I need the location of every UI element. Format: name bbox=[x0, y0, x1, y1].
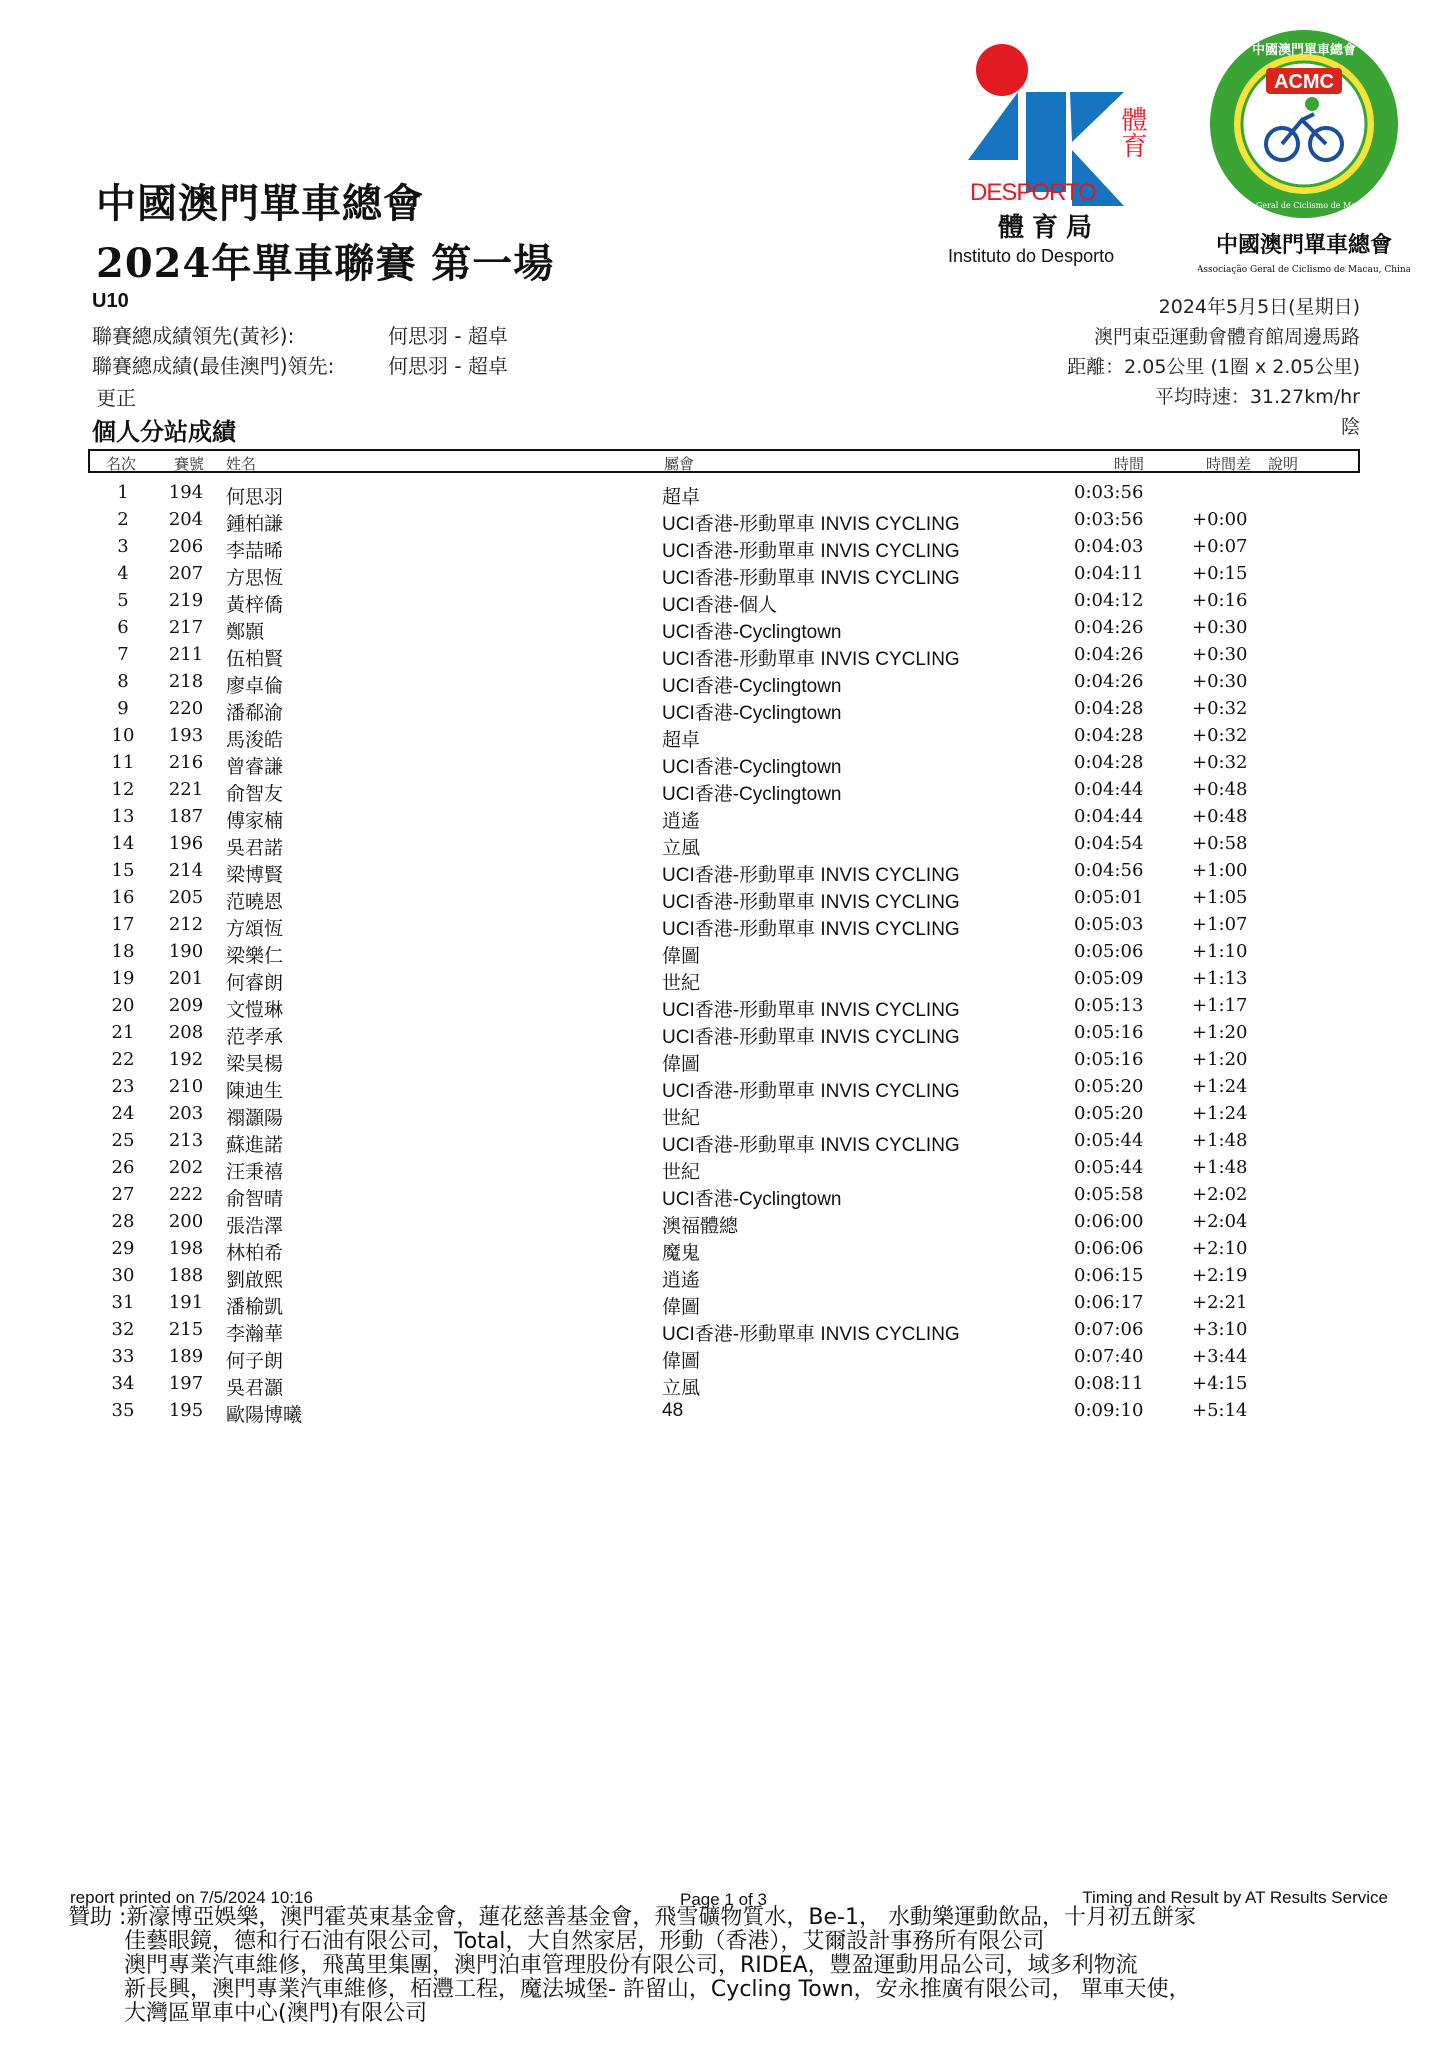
team-cell: UCI香港-形動單車 INVIS CYCLING bbox=[662, 1027, 960, 1048]
bib-cell: 204 bbox=[168, 509, 204, 530]
gap-cell: +0:32 bbox=[1192, 698, 1248, 719]
bib-cell: 191 bbox=[168, 1292, 204, 1313]
gap-cell: +1:17 bbox=[1192, 995, 1248, 1016]
name-cell: 方思恆 bbox=[226, 567, 284, 589]
rank-cell: 33 bbox=[111, 1346, 135, 1367]
bib-cell: 222 bbox=[168, 1184, 204, 1205]
time-cell: 0:07:06 bbox=[1074, 1319, 1144, 1340]
table-row bbox=[0, 750, 1448, 777]
event-weather: 陰 bbox=[1340, 416, 1360, 438]
rank-cell: 14 bbox=[111, 833, 135, 854]
name-cell: 馬浚皓 bbox=[226, 729, 284, 751]
name-cell: 文愷琳 bbox=[226, 999, 284, 1021]
team-cell: 魔鬼 bbox=[662, 1243, 701, 1264]
team-cell: UCI香港-形動單車 INVIS CYCLING bbox=[662, 1324, 960, 1345]
team-cell: UCI香港-形動單車 INVIS CYCLING bbox=[662, 541, 960, 562]
table-row bbox=[0, 1317, 1448, 1344]
rank-cell: 5 bbox=[117, 590, 129, 611]
event-title: 2024年單車聯賽 第一場 bbox=[96, 240, 555, 287]
rank-cell: 1 bbox=[117, 482, 129, 503]
name-cell: 汪秉禧 bbox=[226, 1161, 284, 1183]
sponsors-line: 贊助 :新濠博亞娛樂，澳門霍英東基金會，蓮花慈善基金會，飛雪礦物質水，Be-1， 水動樂運動飲品，十月初五餅家 bbox=[68, 1905, 1196, 1930]
bib-cell: 189 bbox=[168, 1346, 204, 1367]
name-cell: 廖卓倫 bbox=[226, 675, 284, 697]
time-cell: 0:04:28 bbox=[1074, 725, 1144, 746]
rank-cell: 15 bbox=[111, 860, 135, 881]
bib-cell: 194 bbox=[168, 482, 204, 503]
team-cell: UCI香港-Cyclingtown bbox=[662, 703, 842, 724]
time-cell: 0:05:01 bbox=[1074, 887, 1144, 908]
table-row bbox=[0, 696, 1448, 723]
name-cell: 范孝承 bbox=[226, 1026, 284, 1048]
rank-cell: 31 bbox=[111, 1292, 135, 1313]
leader-macau-label: 聯賽總成績(最佳澳門)領先: bbox=[92, 354, 335, 378]
col-rank: 名次 bbox=[106, 455, 137, 473]
table-row bbox=[0, 642, 1448, 669]
bib-cell: 220 bbox=[168, 698, 204, 719]
table-row bbox=[0, 561, 1448, 588]
table-row bbox=[0, 669, 1448, 696]
team-cell: 立風 bbox=[662, 838, 701, 859]
team-cell: UCI香港-形動單車 INVIS CYCLING bbox=[662, 1000, 960, 1021]
name-cell: 梁樂仁 bbox=[226, 945, 284, 967]
table-row bbox=[0, 1101, 1448, 1128]
bib-cell: 193 bbox=[168, 725, 204, 746]
gap-cell: +0:00 bbox=[1192, 509, 1248, 530]
time-cell: 0:04:28 bbox=[1074, 752, 1144, 773]
bib-cell: 201 bbox=[168, 968, 204, 989]
gap-cell: +0:30 bbox=[1192, 644, 1248, 665]
time-cell: 0:04:44 bbox=[1074, 779, 1144, 800]
name-cell: 李瀚華 bbox=[226, 1323, 284, 1345]
time-cell: 0:04:12 bbox=[1074, 590, 1144, 611]
bib-cell: 197 bbox=[168, 1373, 204, 1394]
bib-cell: 213 bbox=[168, 1130, 204, 1151]
time-cell: 0:07:40 bbox=[1074, 1346, 1144, 1367]
name-cell: 梁昊楊 bbox=[226, 1053, 284, 1075]
team-cell: 世紀 bbox=[662, 1162, 701, 1183]
printed-timestamp: report printed on 7/5/2024 10:16 bbox=[70, 1888, 313, 1907]
name-cell: 林柏希 bbox=[226, 1242, 284, 1264]
category-label: U10 bbox=[92, 290, 129, 312]
time-cell: 0:04:54 bbox=[1074, 833, 1144, 854]
rank-cell: 6 bbox=[117, 617, 129, 638]
bib-cell: 212 bbox=[168, 914, 204, 935]
bib-cell: 190 bbox=[168, 941, 204, 962]
bib-cell: 187 bbox=[168, 806, 204, 827]
col-team: 屬會 bbox=[664, 455, 695, 473]
name-cell: 吳君諾 bbox=[226, 837, 284, 859]
time-cell: 0:05:09 bbox=[1074, 968, 1144, 989]
organization-title: 中國澳門單車總會 bbox=[96, 180, 424, 227]
gap-cell: +1:48 bbox=[1192, 1130, 1248, 1151]
rank-cell: 22 bbox=[111, 1049, 135, 1070]
bib-cell: 207 bbox=[168, 563, 204, 584]
table-row bbox=[0, 1209, 1448, 1236]
svg-text:DESPORTO: DESPORTO bbox=[970, 179, 1096, 206]
table-row bbox=[0, 831, 1448, 858]
gap-cell: +0:15 bbox=[1192, 563, 1248, 584]
team-cell: 偉圖 bbox=[662, 1297, 701, 1318]
time-cell: 0:05:44 bbox=[1074, 1130, 1144, 1151]
team-cell: 48 bbox=[662, 1400, 684, 1421]
sponsors-block bbox=[68, 1906, 1388, 2026]
table-row bbox=[0, 1128, 1448, 1155]
table-row bbox=[0, 1074, 1448, 1101]
time-cell: 0:06:17 bbox=[1074, 1292, 1144, 1313]
bib-cell: 188 bbox=[168, 1265, 204, 1286]
section-title: 個人分站成績 bbox=[92, 418, 236, 446]
time-cell: 0:04:44 bbox=[1074, 806, 1144, 827]
table-row bbox=[0, 507, 1448, 534]
time-cell: 0:05:16 bbox=[1074, 1049, 1144, 1070]
col-note: 說明 bbox=[1268, 455, 1299, 473]
gap-cell: +0:16 bbox=[1192, 590, 1248, 611]
gap-cell: +0:30 bbox=[1192, 617, 1248, 638]
rank-cell: 16 bbox=[111, 887, 135, 908]
team-cell: 超卓 bbox=[662, 730, 701, 751]
rank-cell: 29 bbox=[111, 1238, 135, 1259]
name-cell: 何子朗 bbox=[226, 1350, 284, 1372]
bib-cell: 206 bbox=[168, 536, 204, 557]
sponsors-line: 新長興，澳門專業汽車維修，栢灃工程，魔法城堡- 許留山，Cycling Town，安永推廣有限公司， 單車天使， bbox=[124, 1977, 1191, 2002]
team-cell: UCI香港-Cyclingtown bbox=[662, 622, 842, 643]
time-cell: 0:04:56 bbox=[1074, 860, 1144, 881]
bib-cell: 203 bbox=[168, 1103, 204, 1124]
table-row bbox=[0, 777, 1448, 804]
name-cell: 蘇進諾 bbox=[226, 1134, 284, 1156]
table-row bbox=[0, 480, 1448, 507]
name-cell: 鄭顥 bbox=[226, 621, 265, 643]
bib-cell: 219 bbox=[168, 590, 204, 611]
gap-cell: +1:07 bbox=[1192, 914, 1248, 935]
name-cell: 歐陽博曦 bbox=[226, 1404, 303, 1426]
bib-cell: 211 bbox=[168, 644, 204, 665]
name-cell: 曾睿謙 bbox=[226, 756, 284, 778]
rank-cell: 23 bbox=[111, 1076, 135, 1097]
rank-cell: 13 bbox=[111, 806, 135, 827]
rank-cell: 7 bbox=[117, 644, 129, 665]
gap-cell: +1:24 bbox=[1192, 1076, 1248, 1097]
team-cell: UCI香港-形動單車 INVIS CYCLING bbox=[662, 1135, 960, 1156]
time-cell: 0:06:06 bbox=[1074, 1238, 1144, 1259]
gap-cell: +1:24 bbox=[1192, 1103, 1248, 1124]
bib-cell: 202 bbox=[168, 1157, 204, 1178]
event-venue: 澳門東亞運動會體育館周邊馬路 bbox=[1093, 326, 1360, 348]
name-cell: 陳迪生 bbox=[226, 1080, 284, 1102]
time-cell: 0:09:10 bbox=[1074, 1400, 1144, 1421]
table-row bbox=[0, 1344, 1448, 1371]
gap-cell: +2:10 bbox=[1192, 1238, 1248, 1259]
name-cell: 方頌恆 bbox=[226, 918, 284, 940]
acmc-logo bbox=[1198, 28, 1410, 278]
gap-cell: +1:20 bbox=[1192, 1022, 1248, 1043]
rank-cell: 21 bbox=[111, 1022, 135, 1043]
rank-cell: 9 bbox=[117, 698, 129, 719]
team-cell: UCI香港-形動單車 INVIS CYCLING bbox=[662, 865, 960, 886]
rank-cell: 18 bbox=[111, 941, 135, 962]
gap-cell: +2:19 bbox=[1192, 1265, 1248, 1286]
table-row bbox=[0, 804, 1448, 831]
table-row bbox=[0, 912, 1448, 939]
team-cell: 偉圖 bbox=[662, 1054, 701, 1075]
name-cell: 黃梓僑 bbox=[226, 594, 284, 616]
rank-cell: 35 bbox=[111, 1400, 135, 1421]
gap-cell: +3:44 bbox=[1192, 1346, 1248, 1367]
gap-cell: +2:04 bbox=[1192, 1211, 1248, 1232]
time-cell: 0:05:44 bbox=[1074, 1157, 1144, 1178]
time-cell: 0:04:03 bbox=[1074, 536, 1144, 557]
team-cell: UCI香港-Cyclingtown bbox=[662, 1189, 842, 1210]
name-cell: 何思羽 bbox=[226, 486, 284, 508]
name-cell: 劉啟熙 bbox=[226, 1269, 284, 1291]
table-row bbox=[0, 1398, 1448, 1425]
col-bib: 賽號 bbox=[174, 455, 205, 473]
gap-cell: +1:20 bbox=[1192, 1049, 1248, 1070]
team-cell: UCI香港-形動單車 INVIS CYCLING bbox=[662, 892, 960, 913]
rank-cell: 4 bbox=[117, 563, 129, 584]
time-cell: 0:06:15 bbox=[1074, 1265, 1144, 1286]
rank-cell: 25 bbox=[111, 1130, 135, 1151]
gap-cell: +1:13 bbox=[1192, 968, 1248, 989]
gap-cell: +0:48 bbox=[1192, 806, 1248, 827]
team-cell: 世紀 bbox=[662, 973, 701, 994]
bib-cell: 200 bbox=[168, 1211, 204, 1232]
rank-cell: 17 bbox=[111, 914, 135, 935]
table-row bbox=[0, 1290, 1448, 1317]
desporto-logo bbox=[948, 30, 1148, 266]
bib-cell: 196 bbox=[168, 833, 204, 854]
rank-cell: 26 bbox=[111, 1157, 135, 1178]
bib-cell: 215 bbox=[168, 1319, 204, 1340]
table-row bbox=[0, 966, 1448, 993]
table-row bbox=[0, 723, 1448, 750]
name-cell: 范曉恩 bbox=[226, 891, 284, 913]
rank-cell: 27 bbox=[111, 1184, 135, 1205]
time-cell: 0:04:26 bbox=[1074, 617, 1144, 638]
time-cell: 0:05:58 bbox=[1074, 1184, 1144, 1205]
bib-cell: 205 bbox=[168, 887, 204, 908]
timing-service: Timing and Result by AT Results Service bbox=[1082, 1888, 1388, 1907]
gap-cell: +1:10 bbox=[1192, 941, 1248, 962]
results-table-header bbox=[88, 449, 1360, 473]
table-row bbox=[0, 858, 1448, 885]
team-cell: 偉圖 bbox=[662, 946, 701, 967]
rank-cell: 30 bbox=[111, 1265, 135, 1286]
gap-cell: +0:07 bbox=[1192, 536, 1248, 557]
table-row bbox=[0, 1020, 1448, 1047]
team-cell: 澳福體總 bbox=[662, 1216, 739, 1237]
gap-cell: +2:02 bbox=[1192, 1184, 1248, 1205]
team-cell: UCI香港-形動單車 INVIS CYCLING bbox=[662, 649, 960, 670]
time-cell: 0:04:26 bbox=[1074, 671, 1144, 692]
rank-cell: 34 bbox=[111, 1373, 135, 1394]
rank-cell: 2 bbox=[117, 509, 129, 530]
team-cell: UCI香港-Cyclingtown bbox=[662, 757, 842, 778]
team-cell: 偉圖 bbox=[662, 1351, 701, 1372]
rank-cell: 3 bbox=[117, 536, 129, 557]
name-cell: 禤灝陽 bbox=[226, 1107, 284, 1129]
time-cell: 0:05:13 bbox=[1074, 995, 1144, 1016]
team-cell: 逍遙 bbox=[662, 811, 701, 832]
gap-cell: +2:21 bbox=[1192, 1292, 1248, 1313]
bib-cell: 195 bbox=[168, 1400, 204, 1421]
rank-cell: 32 bbox=[111, 1319, 135, 1340]
time-cell: 0:04:28 bbox=[1074, 698, 1144, 719]
gap-cell: +1:00 bbox=[1192, 860, 1248, 881]
name-cell: 俞智晴 bbox=[226, 1188, 284, 1210]
team-cell: UCI香港-形動單車 INVIS CYCLING bbox=[662, 919, 960, 940]
time-cell: 0:05:16 bbox=[1074, 1022, 1144, 1043]
time-cell: 0:03:56 bbox=[1074, 482, 1144, 503]
rank-cell: 11 bbox=[111, 752, 135, 773]
bib-cell: 198 bbox=[168, 1238, 204, 1259]
svg-text:中國澳門單車總會: 中國澳門單車總會 bbox=[1215, 232, 1393, 258]
gap-cell: +1:05 bbox=[1192, 887, 1248, 908]
leader-macau-value: 何思羽 - 超卓 bbox=[388, 354, 508, 378]
time-cell: 0:05:20 bbox=[1074, 1076, 1144, 1097]
bib-cell: 208 bbox=[168, 1022, 204, 1043]
name-cell: 傅家楠 bbox=[226, 810, 284, 832]
name-cell: 俞智友 bbox=[226, 783, 284, 805]
table-row bbox=[0, 1263, 1448, 1290]
table-row bbox=[0, 939, 1448, 966]
team-cell: UCI香港-Cyclingtown bbox=[662, 676, 842, 697]
rank-cell: 20 bbox=[111, 995, 135, 1016]
team-cell: 世紀 bbox=[662, 1108, 701, 1129]
correction-label: 更正 bbox=[96, 386, 136, 410]
table-row bbox=[0, 1236, 1448, 1263]
gap-cell: +0:48 bbox=[1192, 779, 1248, 800]
svg-text:Associação Geral de Ciclismo d: Associação Geral de Ciclismo de Macau, China bbox=[1198, 265, 1410, 275]
col-gap: 時間差 bbox=[1206, 455, 1252, 473]
team-cell: 立風 bbox=[662, 1378, 701, 1399]
bib-cell: 210 bbox=[168, 1076, 204, 1097]
team-cell: UCI香港-形動單車 INVIS CYCLING bbox=[662, 568, 960, 589]
table-row bbox=[0, 534, 1448, 561]
name-cell: 潘郗渝 bbox=[226, 702, 284, 724]
name-cell: 李喆晞 bbox=[226, 540, 284, 562]
time-cell: 0:04:26 bbox=[1074, 644, 1144, 665]
bib-cell: 216 bbox=[168, 752, 204, 773]
time-cell: 0:05:06 bbox=[1074, 941, 1144, 962]
name-cell: 鍾柏謙 bbox=[226, 513, 284, 535]
name-cell: 梁博賢 bbox=[226, 864, 284, 886]
col-time: 時間 bbox=[1114, 455, 1145, 473]
desporto-vertical-text: 體育 bbox=[1117, 106, 1147, 158]
leader-yellow-value: 何思羽 - 超卓 bbox=[388, 324, 508, 348]
name-cell: 潘榆凱 bbox=[226, 1296, 284, 1318]
svg-text:Instituto do Desporto: Instituto do Desporto bbox=[948, 246, 1115, 266]
name-cell: 張浩澤 bbox=[226, 1215, 284, 1237]
time-cell: 0:08:11 bbox=[1074, 1373, 1144, 1394]
gap-cell: +0:32 bbox=[1192, 752, 1248, 773]
table-row bbox=[0, 615, 1448, 642]
bib-cell: 209 bbox=[168, 995, 204, 1016]
bib-cell: 192 bbox=[168, 1049, 204, 1070]
page-number: Page 1 of 3 bbox=[680, 1890, 767, 1909]
sponsors-line: 大灣區單車中心(澳門)有限公司 bbox=[124, 2001, 428, 2026]
team-cell: UCI香港-形動單車 INVIS CYCLING bbox=[662, 1081, 960, 1102]
time-cell: 0:03:56 bbox=[1074, 509, 1144, 530]
table-row bbox=[0, 1182, 1448, 1209]
svg-text:Associação Geral de Ciclismo d: Associação Geral de Ciclismo de Macau, China bbox=[1208, 201, 1400, 210]
gap-cell: +3:10 bbox=[1192, 1319, 1248, 1340]
bib-cell: 218 bbox=[168, 671, 204, 692]
event-avg-speed: 平均時速：31.27km/hr bbox=[1154, 386, 1360, 408]
gap-cell: +4:15 bbox=[1192, 1373, 1248, 1394]
team-cell: UCI香港-個人 bbox=[662, 595, 778, 616]
rank-cell: 8 bbox=[117, 671, 129, 692]
col-name: 姓名 bbox=[226, 455, 257, 473]
table-row bbox=[0, 1155, 1448, 1182]
time-cell: 0:05:20 bbox=[1074, 1103, 1144, 1124]
team-cell: UCI香港-形動單車 INVIS CYCLING bbox=[662, 514, 960, 535]
leader-info bbox=[0, 320, 700, 420]
sponsors-line: 澳門專業汽車維修，飛萬里集團，澳門泊車管理股份有限公司，RIDEA，豐盈運動用品公司，域多利物流 bbox=[124, 1953, 1138, 1978]
bib-cell: 221 bbox=[168, 779, 204, 800]
table-row bbox=[0, 993, 1448, 1020]
team-cell: 逍遙 bbox=[662, 1270, 701, 1291]
rank-cell: 28 bbox=[111, 1211, 135, 1232]
rank-cell: 12 bbox=[111, 779, 135, 800]
results-table-body bbox=[0, 480, 1448, 1425]
rank-cell: 19 bbox=[111, 968, 135, 989]
rank-cell: 24 bbox=[111, 1103, 135, 1124]
name-cell: 伍柏賢 bbox=[226, 648, 284, 670]
gap-cell: +0:30 bbox=[1192, 671, 1248, 692]
bib-cell: 217 bbox=[168, 617, 204, 638]
table-row bbox=[0, 1047, 1448, 1074]
table-row bbox=[0, 885, 1448, 912]
rank-cell: 10 bbox=[111, 725, 135, 746]
name-cell: 吳君灝 bbox=[226, 1377, 284, 1399]
gap-cell: +0:58 bbox=[1192, 833, 1248, 854]
team-cell: UCI香港-Cyclingtown bbox=[662, 784, 842, 805]
time-cell: 0:05:03 bbox=[1074, 914, 1144, 935]
bib-cell: 214 bbox=[168, 860, 204, 881]
table-row bbox=[0, 1371, 1448, 1398]
gap-cell: +5:14 bbox=[1192, 1400, 1248, 1421]
svg-text:中國澳門單車總會: 中國澳門單車總會 bbox=[1251, 43, 1357, 58]
leader-yellow-label: 聯賽總成績領先(黃衫): bbox=[92, 324, 295, 348]
time-cell: 0:04:11 bbox=[1074, 563, 1144, 584]
gap-cell: +0:32 bbox=[1192, 725, 1248, 746]
svg-text:ACMC: ACMC bbox=[1274, 71, 1334, 93]
team-cell: 超卓 bbox=[662, 487, 701, 508]
event-date: 2024年5月5日(星期日) bbox=[1158, 296, 1360, 318]
table-row bbox=[0, 588, 1448, 615]
svg-text:體育局: 體育局 bbox=[998, 213, 1101, 243]
name-cell: 何睿朗 bbox=[226, 972, 284, 994]
gap-cell: +1:48 bbox=[1192, 1157, 1248, 1178]
time-cell: 0:06:00 bbox=[1074, 1211, 1144, 1232]
sponsors-line: 佳藝眼鏡，德和行石油有限公司，Total，大自然家居，形動（香港），艾爾設計事務所有限公司 bbox=[124, 1929, 1045, 1954]
event-distance: 距離：2.05公里 (1圈 x 2.05公里) bbox=[1067, 356, 1360, 378]
